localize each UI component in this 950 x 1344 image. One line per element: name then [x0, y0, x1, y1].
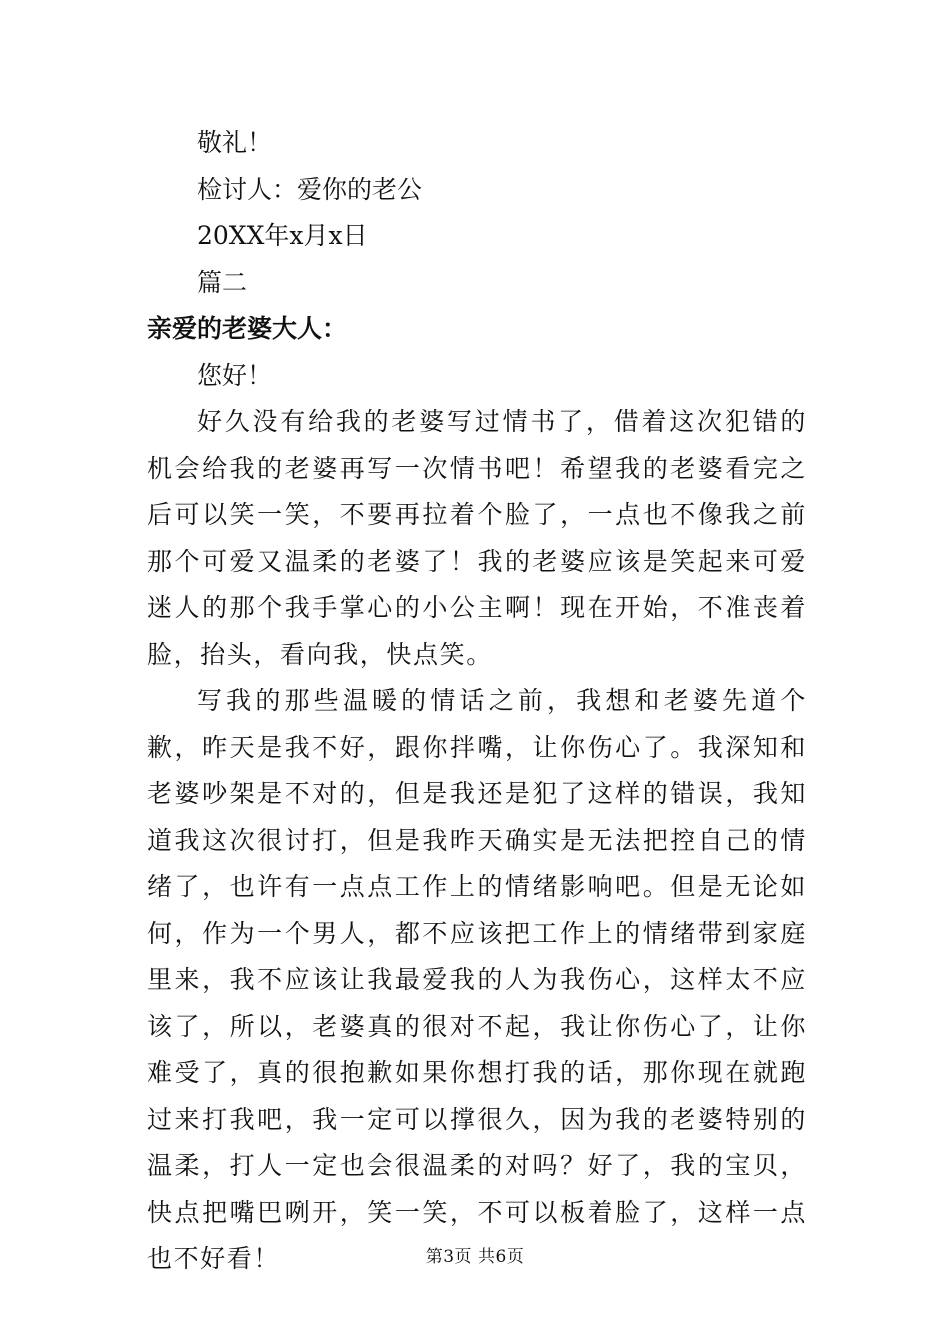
closing-date: 20XX年x月x日 — [197, 221, 368, 250]
page-content — [147, 120, 807, 1283]
closing-salute: 敬礼！ — [197, 128, 273, 157]
page-footer: 第3页 共6页 — [425, 1247, 525, 1267]
letter-paragraph-2: 写我的那些温暖的情话之前，我想和老婆先道个歉，昨天是我不好，跟你拌嘴，让你伤心了。我深知和老婆吵架是不对的，但是我还是犯了这样的错误，我知道我这次很讨打，但是我昨天确实是无法把控自己的情绪了，也许有一点点工作上的情绪影响吧。但是无论如何，作为一个男人，都不应该把工作上的情绪带到家庭里来，我不应该让我最爱我的人为我伤心，这样太不应该了，所以，老婆真的很对不起，我让你伤心了，让你难受了，真的很抱歉如果你想打我的话，那你现在就跑过来打我吧，我一定可以撑很久，因为我的老婆特别的温柔，打人一定也会很温柔的对吗？好了，我的宝贝，快点把嘴巴咧开，笑一笑，不可以板着脸了，这样一点也不好看！ — [147, 686, 807, 1273]
letter-hello: 您好！ — [197, 360, 273, 390]
letter-paragraph-1: 好久没有给我的老婆写过情书了，借着这次犯错的机会给我的老婆再写一次情书吧！希望我的老婆看完之后可以笑一笑，不要再拉着个脸了，一点也不像我之前那个可爱又温柔的老婆了！我的老婆应该是笑起来可爱迷人的那个我手掌心的小公主啊！现在开始，不准丧着脸，抬头，看向我，快点笑。 — [147, 407, 807, 669]
section-heading: 篇二 — [197, 267, 248, 297]
closing-signer: 检讨人：爱你的老公 — [197, 174, 423, 204]
letter-greeting: 亲爱的老婆大人： — [147, 314, 348, 343]
